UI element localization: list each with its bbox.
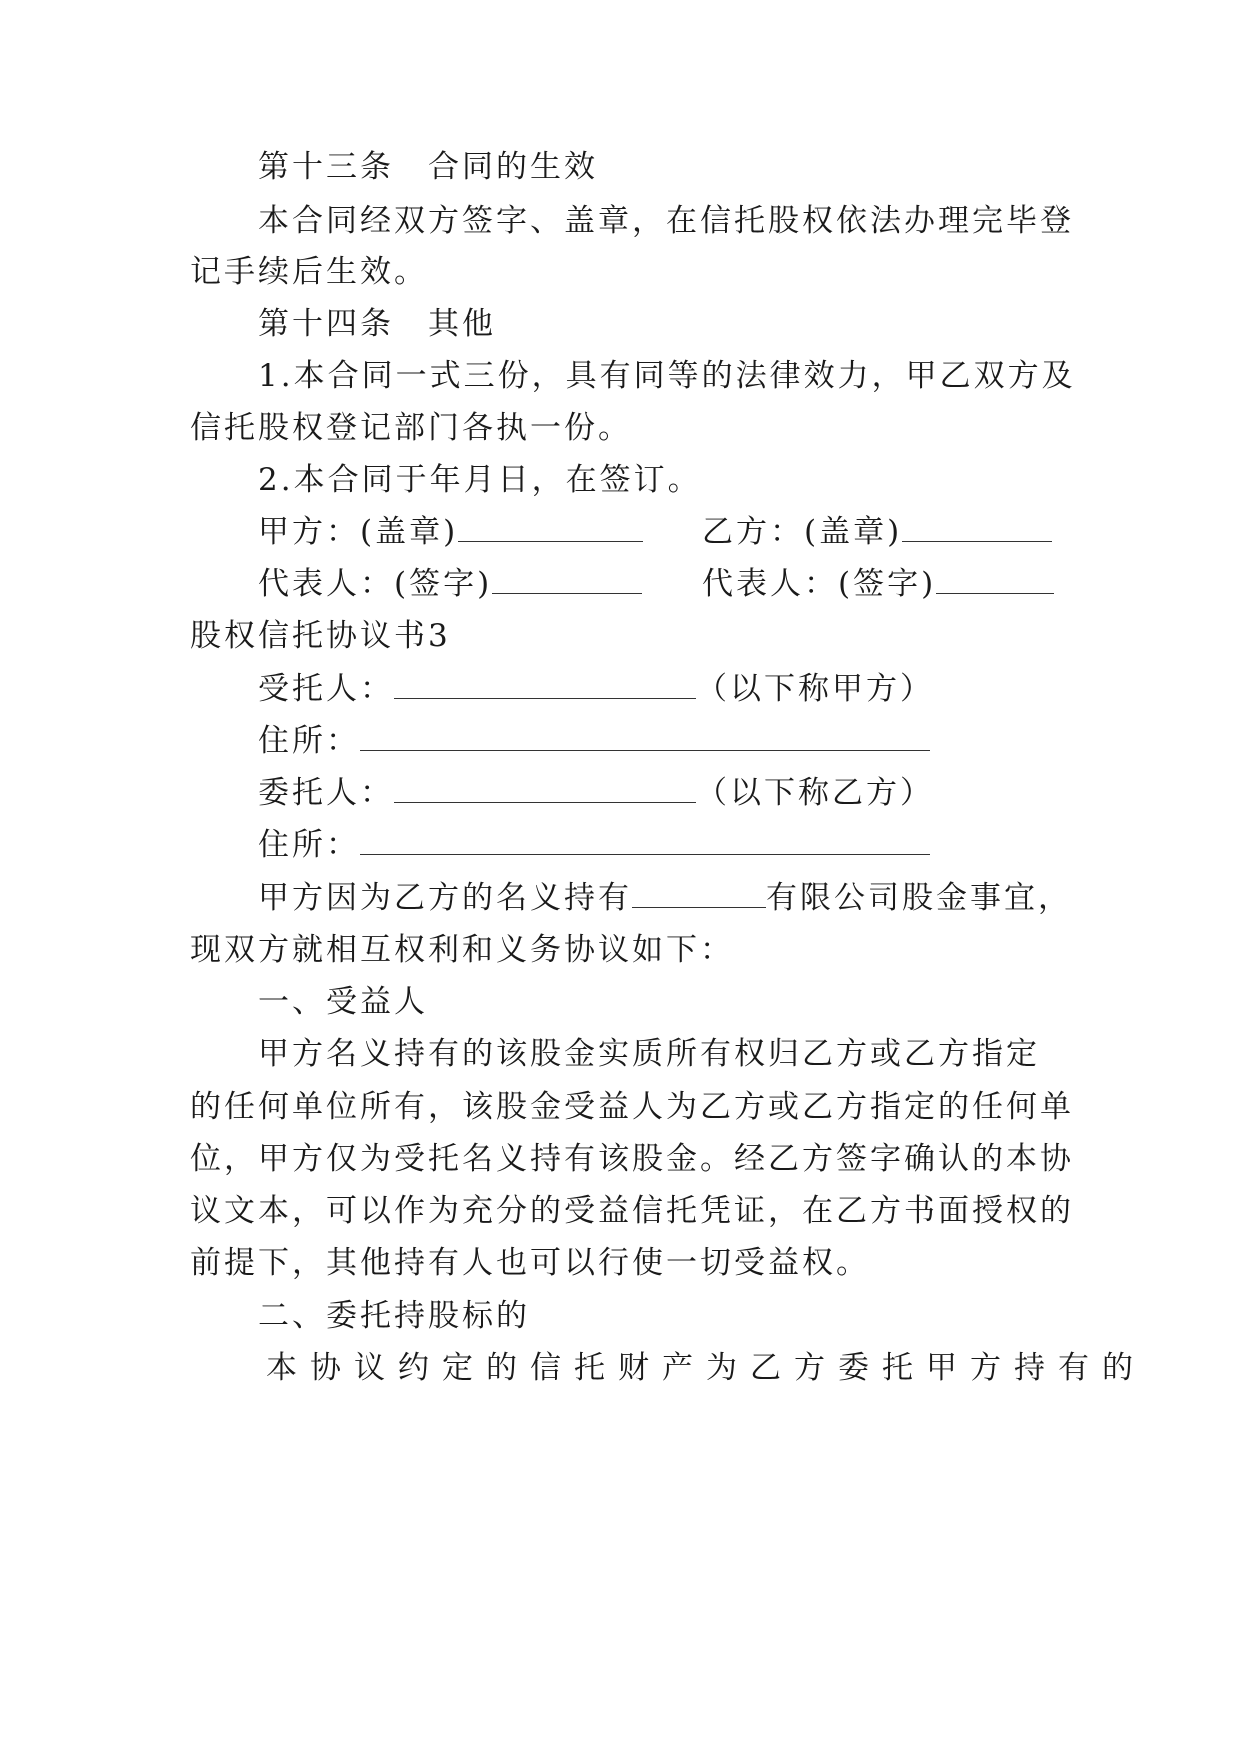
- section-1-title: 一、受益人: [258, 984, 428, 1020]
- article-13-body-line-1: 本合同经双方签字、盖章，在信托股权依法办理完毕登: [258, 203, 1074, 239]
- trustee-blank: [394, 668, 696, 699]
- intro-text-a: 甲方因为乙方的名义持有: [258, 880, 632, 916]
- trustee-label: 受托人：: [258, 671, 394, 707]
- agreement-3-heading: 股权信托协议书3: [190, 618, 451, 654]
- intro-text-b: 有限公司股金事宜，: [766, 880, 1072, 916]
- company-blank: [632, 877, 766, 908]
- article-14-title: 第十四条 其他: [258, 306, 496, 342]
- section-1-line-2: 的任何单位所有，该股金受益人为乙方或乙方指定的任何单: [190, 1089, 1074, 1125]
- section-1-line-5: 前提下，其他持有人也可以行使一切受益权。: [190, 1245, 870, 1281]
- trustor-address-row: [258, 823, 1118, 867]
- article-14-item-1-line-2: 信托股权登记部门各执一份。: [190, 410, 632, 446]
- section-1-line-4: 议文本，可以作为充分的受益信托凭证，在乙方书面授权的: [190, 1193, 1074, 1229]
- section-1-line-1: 甲方名义持有的该股金实质所有权归乙方或乙方指定: [258, 1036, 1040, 1072]
- representative-row: [258, 562, 1118, 606]
- article-14-item-1-line-1: 1.本合同一式三份，具有同等的法律效力，甲乙双方及: [258, 358, 1076, 394]
- party-b-seal-blank: [902, 511, 1052, 542]
- rep-a-blank: [492, 563, 642, 594]
- trustor-note: （以下称乙方）: [696, 775, 934, 811]
- address-label: 住所：: [258, 723, 360, 759]
- rep-b: [702, 562, 1054, 606]
- party-b-seal: [702, 510, 1052, 554]
- trustee-address-blank: [360, 720, 930, 751]
- trustee-row: [258, 667, 1118, 711]
- article-13-body-line-2: 记手续后生效。: [190, 254, 428, 290]
- trustor-blank: [394, 772, 696, 803]
- seal-row: [258, 510, 1118, 554]
- section-2-title: 二、委托持股标的: [258, 1298, 530, 1334]
- trustor-row: [258, 771, 1118, 815]
- section-2-line-1: 本协议约定的信托财产为乙方委托甲方持有的: [266, 1350, 1146, 1386]
- rep-b-label: 代表人：(签字): [702, 566, 937, 602]
- intro-line-1: [258, 876, 1118, 920]
- rep-b-blank: [936, 563, 1054, 594]
- trustee-note: （以下称甲方）: [696, 671, 934, 707]
- article-13-title: 第十三条 合同的生效: [258, 149, 598, 185]
- trustee-address-row: [258, 719, 1118, 763]
- trustor-label: 委托人：: [258, 775, 394, 811]
- trustor-address-blank: [360, 824, 930, 855]
- party-a-seal-blank: [458, 511, 643, 542]
- party-a-seal-label: 甲方：(盖章): [258, 514, 459, 550]
- section-1-line-3: 位，甲方仅为受托名义持有该股金。经乙方签字确认的本协: [190, 1141, 1074, 1177]
- article-14-item-2: 2.本合同于年月日，在签订。: [258, 462, 702, 498]
- address-label: 住所：: [258, 827, 360, 863]
- rep-a-label: 代表人：(签字): [258, 566, 493, 602]
- party-b-seal-label: 乙方：(盖章): [702, 514, 903, 550]
- intro-line-2: 现双方就相互权利和义务协议如下：: [190, 932, 734, 968]
